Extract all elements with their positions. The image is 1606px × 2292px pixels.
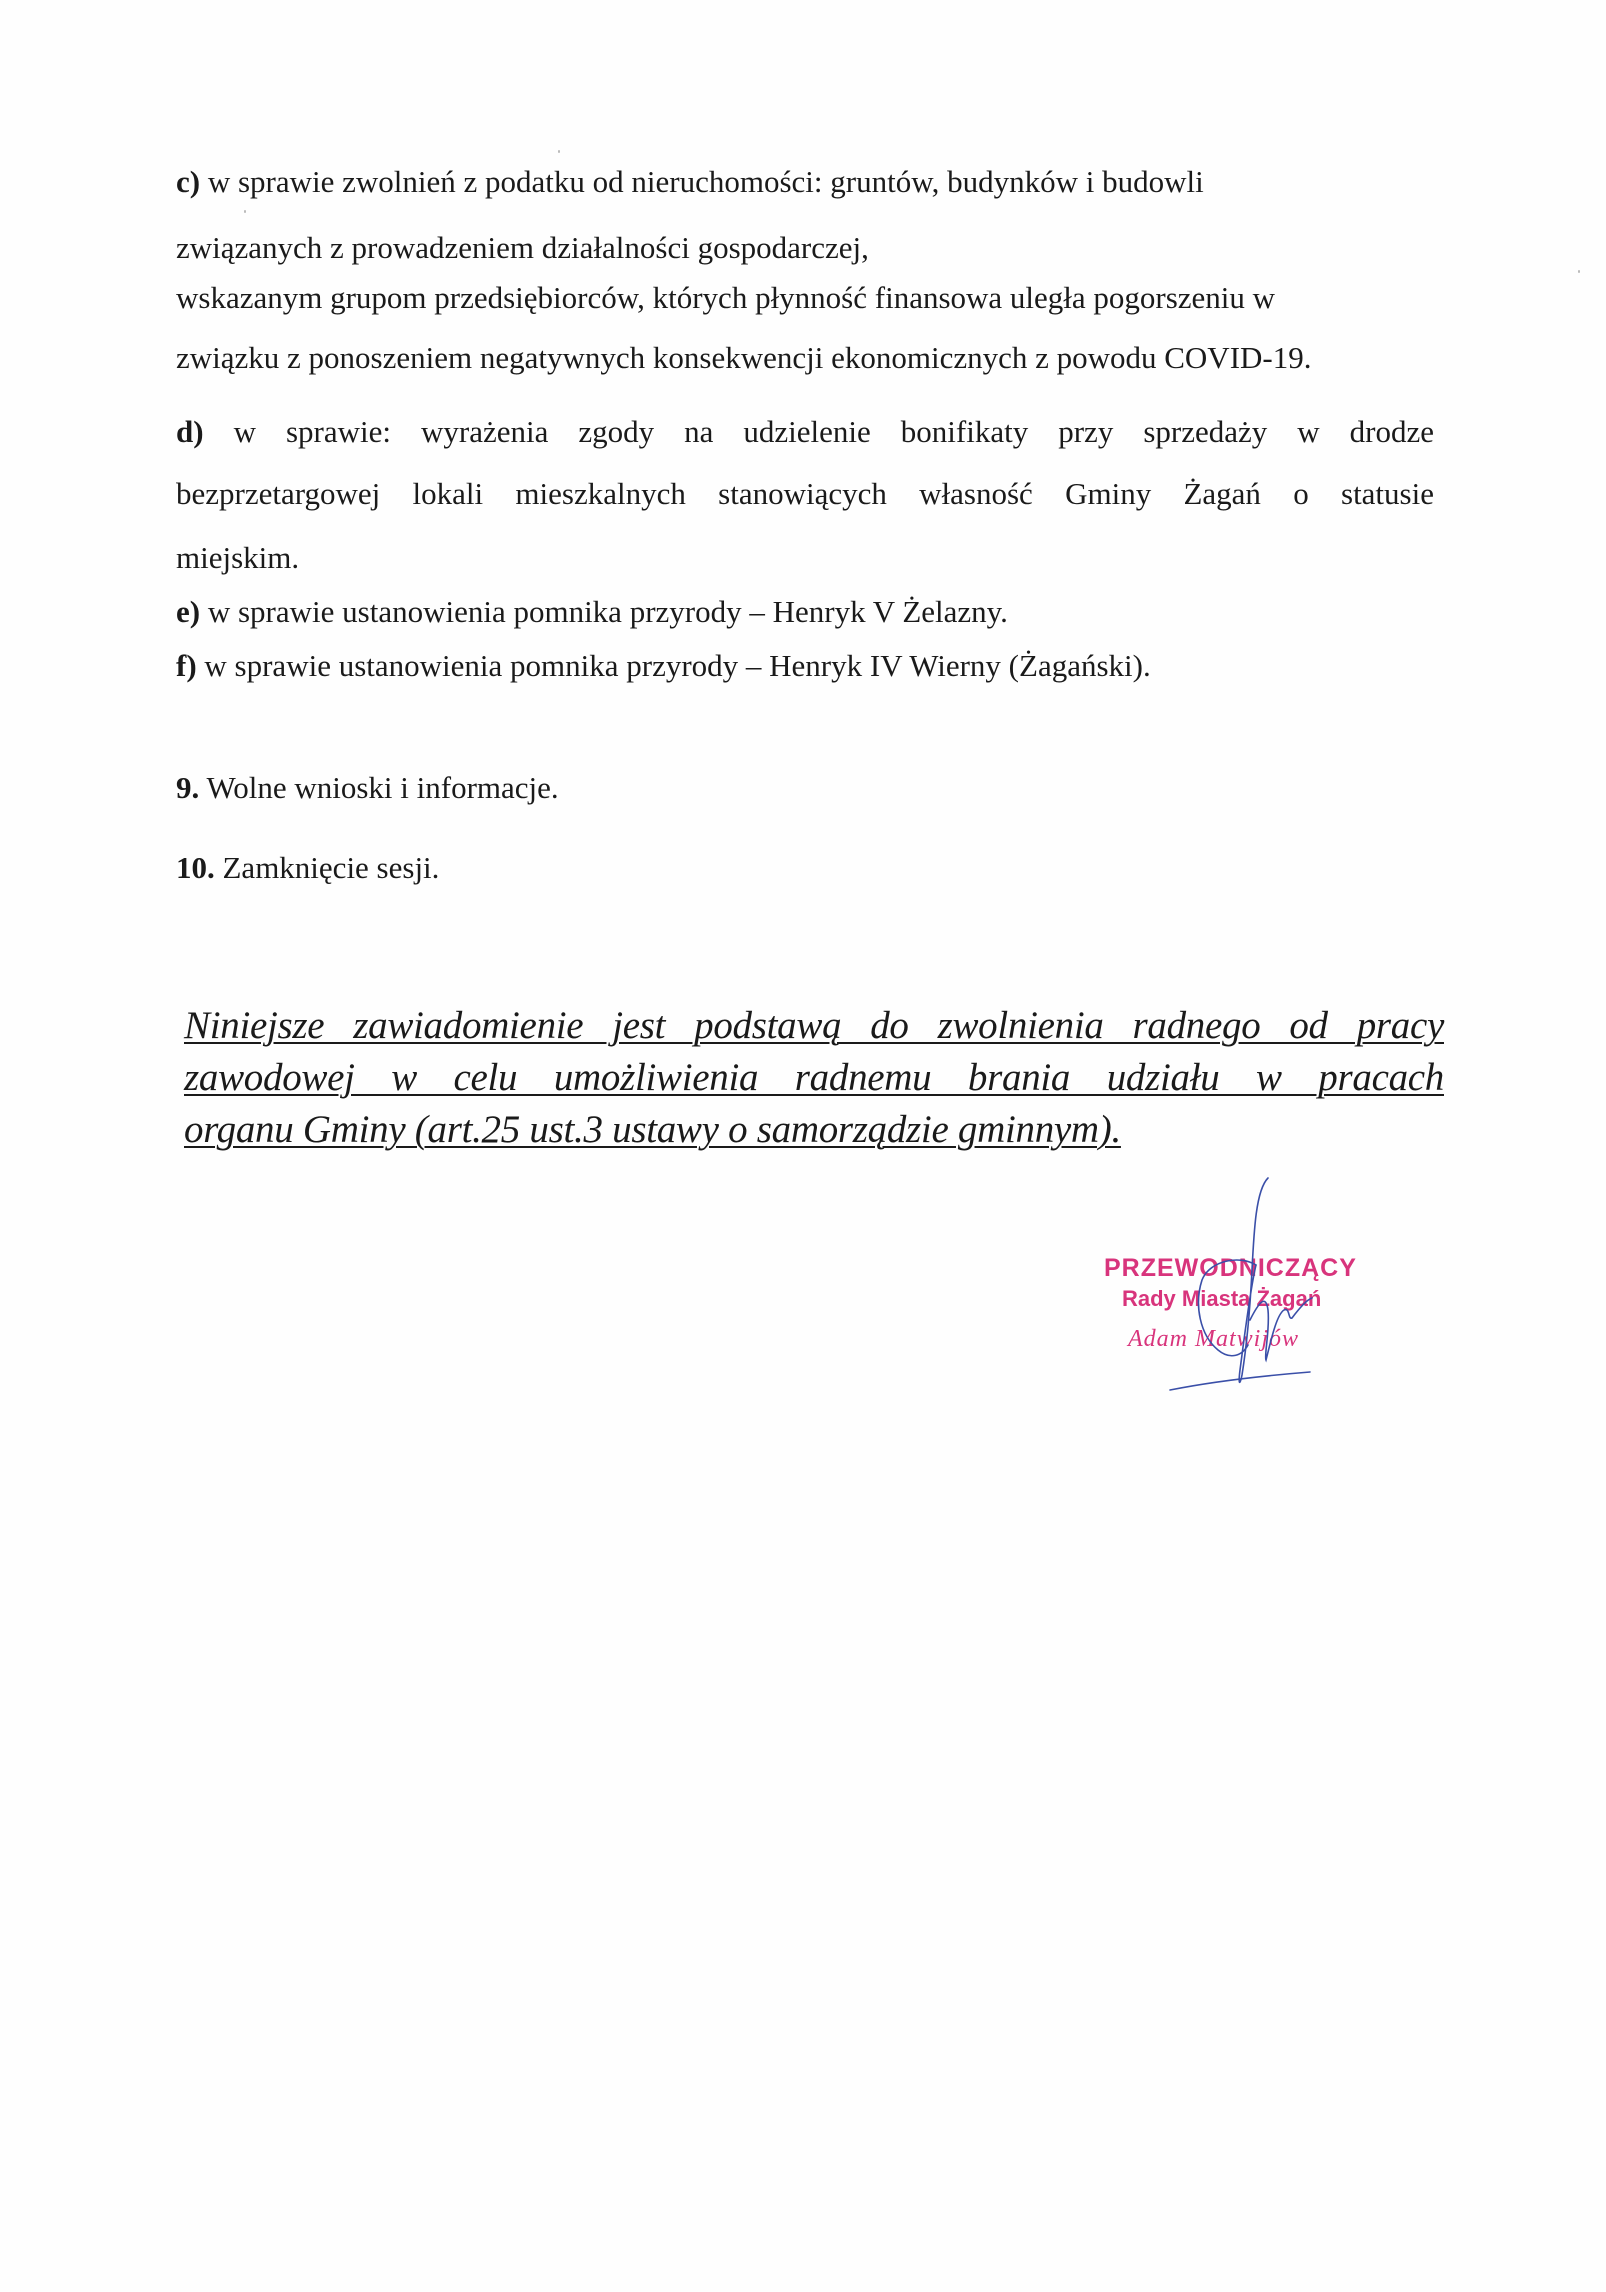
- agenda-item-c-line-2: związanych z prowadzeniem działalności gospodarczej,: [176, 230, 869, 265]
- notice-line-1: Niniejsze zawiadomienie jest podstawą do zwolnienia radnego od pracy: [184, 1004, 1444, 1047]
- agenda-item-label: d): [176, 414, 204, 449]
- agenda-item-c-line-3: wskazanym grupom przedsiębiorców, których płynność finansowa uległa pogorszeniu w: [176, 280, 1276, 315]
- agenda-item-label: 10.: [176, 850, 215, 885]
- agenda-item-d-line-2: bezprzetargowej lokali mieszkalnych stanowiących własność Gminy Żagań o statusie: [176, 476, 1434, 511]
- agenda-item-c-line-4: związku z ponoszeniem negatywnych konsekwencji ekonomicznych z powodu COVID-19.: [176, 340, 1312, 375]
- scan-speck: [244, 210, 246, 213]
- signature-icon: [1160, 1170, 1360, 1400]
- scan-speck: [558, 150, 560, 153]
- agenda-item-d-line-1: [176, 416, 1434, 447]
- notice-line-3: organu Gminy (art.25 ust.3 ustawy o samorządzie gminnym).: [184, 1108, 1121, 1151]
- agenda-item-label: e): [176, 594, 201, 629]
- scan-speck: [1578, 270, 1580, 273]
- agenda-item-text: w sprawie: wyrażenia zgody na udzielenie bonifikaty przy sprzedaży w drodze: [233, 414, 1434, 449]
- agenda-item-label: c): [176, 164, 201, 199]
- agenda-item-d-line-3: miejskim.: [176, 540, 300, 575]
- signature-stroke: [1199, 1260, 1256, 1356]
- agenda-item-9: [176, 772, 559, 803]
- agenda-item-c-line-1: [176, 166, 1204, 197]
- signature-stroke: [1250, 1298, 1312, 1360]
- agenda-item-text: w sprawie zwolnień z podatku od nieruchomości: gruntów, budynków i budowli: [207, 164, 1204, 199]
- agenda-item-f: [176, 650, 1151, 681]
- agenda-item-label: 9.: [176, 770, 200, 805]
- agenda-item-text: w sprawie ustanowienia pomnika przyrody – Henryk IV Wierny (Żagański).: [204, 648, 1151, 683]
- stamp-subtitle: Rady Miasta Żagań: [1122, 1286, 1322, 1311]
- agenda-item-text: w sprawie ustanowienia pomnika przyrody – Henryk V Żelazny.: [207, 594, 1008, 629]
- stamp-title: PRZEWODNICZĄCY: [1104, 1254, 1357, 1282]
- agenda-item-text: Wolne wnioski i informacje.: [206, 770, 559, 805]
- stamp-name: Adam Matwijów: [1128, 1326, 1300, 1352]
- agenda-item-text: Zamknięcie sesji.: [222, 850, 440, 885]
- agenda-item-e: [176, 596, 1008, 627]
- agenda-item-label: f): [176, 648, 197, 683]
- notice-line-2: zawodowej w celu umożliwienia radnemu brania udziału w pracach: [184, 1056, 1444, 1099]
- agenda-item-10: [176, 852, 439, 883]
